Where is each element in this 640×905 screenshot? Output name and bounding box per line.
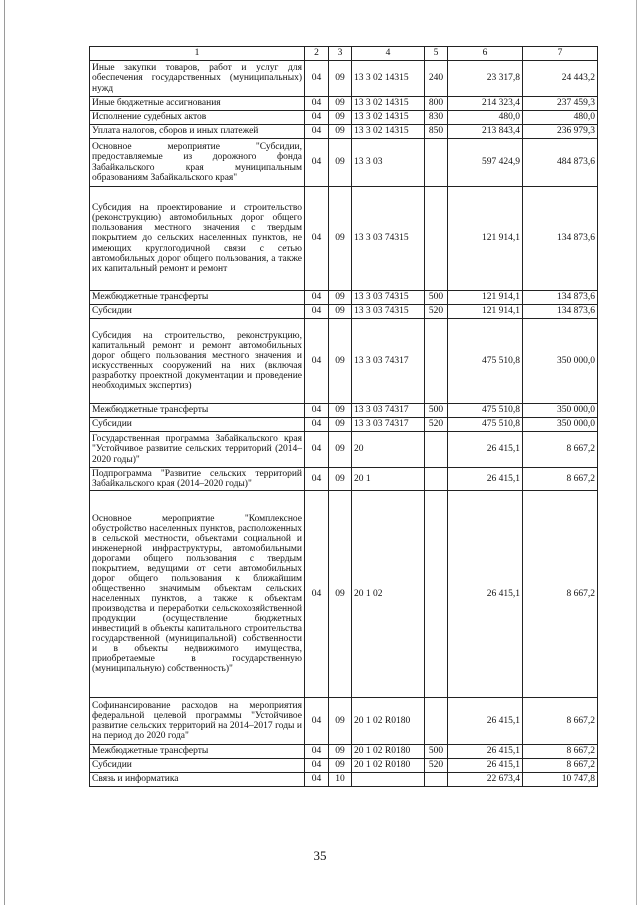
target-article-code: 20	[352, 432, 425, 468]
header-cell-1: 1	[90, 47, 305, 61]
amount-year-1: 26 415,1	[448, 491, 523, 698]
row-name: Иные закупки товаров, работ и услуг для обеспечения государственных (муниципальных) нужд	[90, 61, 305, 97]
target-article-code: 13 3 02 14315	[352, 125, 425, 139]
subsection-code: 10	[329, 773, 352, 787]
subsection-code: 09	[329, 698, 352, 745]
target-article-code: 13 3 03 74315	[352, 305, 425, 319]
section-code: 04	[305, 97, 329, 111]
amount-year-1: 597 424,9	[448, 139, 523, 187]
table-row	[90, 291, 598, 305]
expense-type-code	[425, 773, 448, 787]
amount-year-2: 134 873,6	[523, 187, 598, 291]
table-row	[90, 773, 598, 787]
target-article-code: 20 1 02 R0180	[352, 759, 425, 773]
table-row	[90, 111, 598, 125]
amount-year-1: 23 317,8	[448, 61, 523, 97]
amount-year-1: 121 914,1	[448, 187, 523, 291]
expense-type-code	[425, 139, 448, 187]
section-code: 04	[305, 698, 329, 745]
table-row	[90, 468, 598, 491]
amount-year-2: 8 667,2	[523, 745, 598, 759]
table-row	[90, 125, 598, 139]
target-article-code: 13 3 02 14315	[352, 97, 425, 111]
subsection-code: 09	[329, 319, 352, 404]
section-code: 04	[305, 759, 329, 773]
amount-year-2: 484 873,6	[523, 139, 598, 187]
target-article-code: 20 1 02 R0180	[352, 745, 425, 759]
section-code: 04	[305, 125, 329, 139]
header-cell-5: 5	[425, 47, 448, 61]
expense-type-code: 850	[425, 125, 448, 139]
section-code: 04	[305, 491, 329, 698]
table-row	[90, 404, 598, 418]
target-article-code: 13 3 02 14315	[352, 61, 425, 97]
section-code: 04	[305, 291, 329, 305]
row-name: Межбюджетные трансферты	[90, 745, 305, 759]
expense-type-code: 240	[425, 61, 448, 97]
table-row	[90, 759, 598, 773]
table-row	[90, 698, 598, 745]
row-name: Субсидии	[90, 418, 305, 432]
amount-year-2: 8 667,2	[523, 759, 598, 773]
row-name: Подпрограмма "Развитие сельских территорий Забайкальского края (2014–2020 годы)"	[90, 468, 305, 491]
subsection-code: 09	[329, 432, 352, 468]
amount-year-2: 8 667,2	[523, 468, 598, 491]
subsection-code: 09	[329, 491, 352, 698]
subsection-code: 09	[329, 468, 352, 491]
amount-year-2: 350 000,0	[523, 418, 598, 432]
row-name: Связь и информатика	[90, 773, 305, 787]
expense-type-code	[425, 491, 448, 698]
target-article-code: 20 1	[352, 468, 425, 491]
subsection-code: 09	[329, 305, 352, 319]
amount-year-2: 8 667,2	[523, 698, 598, 745]
table-row	[90, 139, 598, 187]
expense-type-code: 500	[425, 745, 448, 759]
header-cell-7: 7	[523, 47, 598, 61]
table-row	[90, 97, 598, 111]
row-name: Основное мероприятие "Субсидии, предоставляемые из дорожного фонда Забайкальского края муниципальным образованиям Забайкальского края"	[90, 139, 305, 187]
subsection-code: 09	[329, 187, 352, 291]
amount-year-2: 236 979,3	[523, 125, 598, 139]
header-row	[90, 47, 598, 61]
section-code: 04	[305, 139, 329, 187]
subsection-code: 09	[329, 97, 352, 111]
expense-type-code	[425, 432, 448, 468]
row-name: Субсидия на проектирование и строительство (реконструкцию) автомобильных дорог общего пользования местного значения с твердым покрытием до сельских населенных пунктов, не имеющих круглогодичной связи с сетью автомобильных дорог общего пользования, а также их капитальный ремонт и ремонт	[90, 187, 305, 291]
amount-year-1: 475 510,8	[448, 404, 523, 418]
row-name: Субсидии	[90, 305, 305, 319]
target-article-code	[352, 773, 425, 787]
budget-table	[89, 46, 598, 787]
amount-year-2: 8 667,2	[523, 491, 598, 698]
subsection-code: 09	[329, 125, 352, 139]
row-name: Уплата налогов, сборов и иных платежей	[90, 125, 305, 139]
section-code: 04	[305, 745, 329, 759]
amount-year-2: 134 873,6	[523, 291, 598, 305]
expense-type-code	[425, 468, 448, 491]
expense-type-code: 520	[425, 418, 448, 432]
expense-type-code	[425, 187, 448, 291]
scan-edge-right	[636, 0, 637, 905]
subsection-code: 09	[329, 291, 352, 305]
table-row	[90, 305, 598, 319]
header-cell-2: 2	[305, 47, 329, 61]
section-code: 04	[305, 61, 329, 97]
row-name: Межбюджетные трансферты	[90, 404, 305, 418]
row-name: Субсидия на строительство, реконструкцию, капитальный ремонт и ремонт автомобильных дорог общего пользования местного значения и искусственных сооружений на них (включая разработку проектной документации и проведение необходимых экспертиз)	[90, 319, 305, 404]
subsection-code: 09	[329, 418, 352, 432]
amount-year-2: 134 873,6	[523, 305, 598, 319]
section-code: 04	[305, 418, 329, 432]
amount-year-1: 26 415,1	[448, 698, 523, 745]
scan-edge-left	[4, 0, 5, 905]
amount-year-2: 8 667,2	[523, 432, 598, 468]
header-cell-6: 6	[448, 47, 523, 61]
amount-year-1: 213 843,4	[448, 125, 523, 139]
amount-year-1: 26 415,1	[448, 759, 523, 773]
table-row	[90, 418, 598, 432]
subsection-code: 09	[329, 745, 352, 759]
subsection-code: 09	[329, 61, 352, 97]
section-code: 04	[305, 319, 329, 404]
target-article-code: 13 3 03 74315	[352, 291, 425, 305]
subsection-code: 09	[329, 139, 352, 187]
table-row	[90, 61, 598, 97]
table-row	[90, 745, 598, 759]
section-code: 04	[305, 773, 329, 787]
expense-type-code: 830	[425, 111, 448, 125]
row-name: Основное мероприятие "Комплексное обустройство населенных пунктов, расположенных в сельской местности, объектами социальной и инженерной инфраструктуры, автомобильными дорогами общего пользования с твердым покрытием, ведущими от сети автомобильных дорог общего пользования к ближайшим общественно значимым объектам сельских населенных пунктов, а также к объектам производства и переработки сельскохозяйственной продукции (осуществление бюджетных инвестиций в объекты капитального строительства государственной (муниципальной) собственности и в объекты недвижимого имущества, приобретаемые в государственную (муниципальную) собственность)"	[90, 491, 305, 698]
amount-year-1: 22 673,4	[448, 773, 523, 787]
row-name: Исполнение судебных актов	[90, 111, 305, 125]
amount-year-2: 350 000,0	[523, 404, 598, 418]
table-row	[90, 491, 598, 698]
row-name: Государственная программа Забайкальского края "Устойчивое развитие сельских территорий (2014–2020 годы)"	[90, 432, 305, 468]
expense-type-code: 520	[425, 759, 448, 773]
amount-year-1: 475 510,8	[448, 418, 523, 432]
subsection-code: 09	[329, 759, 352, 773]
expense-type-code: 500	[425, 291, 448, 305]
amount-year-1: 26 415,1	[448, 432, 523, 468]
target-article-code: 20 1 02	[352, 491, 425, 698]
target-article-code: 13 3 03 74315	[352, 187, 425, 291]
amount-year-1: 475 510,8	[448, 319, 523, 404]
amount-year-1: 480,0	[448, 111, 523, 125]
section-code: 04	[305, 404, 329, 418]
amount-year-1: 26 415,1	[448, 468, 523, 491]
row-name: Субсидии	[90, 759, 305, 773]
section-code: 04	[305, 305, 329, 319]
page-number: 35	[313, 848, 327, 863]
expense-type-code	[425, 319, 448, 404]
section-code: 04	[305, 468, 329, 491]
row-name: Межбюджетные трансферты	[90, 291, 305, 305]
amount-year-2: 350 000,0	[523, 319, 598, 404]
amount-year-1: 214 323,4	[448, 97, 523, 111]
subsection-code: 09	[329, 111, 352, 125]
section-code: 04	[305, 111, 329, 125]
amount-year-1: 26 415,1	[448, 745, 523, 759]
section-code: 04	[305, 187, 329, 291]
amount-year-1: 121 914,1	[448, 305, 523, 319]
amount-year-2: 480,0	[523, 111, 598, 125]
expense-type-code	[425, 698, 448, 745]
expense-type-code: 520	[425, 305, 448, 319]
table-row	[90, 432, 598, 468]
expense-type-code: 500	[425, 404, 448, 418]
target-article-code: 13 3 03 74317	[352, 404, 425, 418]
target-article-code: 13 3 02 14315	[352, 111, 425, 125]
amount-year-2: 24 443,2	[523, 61, 598, 97]
table-row	[90, 319, 598, 404]
header-cell-4: 4	[352, 47, 425, 61]
row-name: Софинансирование расходов на мероприятия федеральной целевой программы "Устойчивое развитие сельских территорий на 2014–2017 годы и на период до 2020 года"	[90, 698, 305, 745]
amount-year-1: 121 914,1	[448, 291, 523, 305]
table-body	[90, 61, 598, 787]
target-article-code: 13 3 03	[352, 139, 425, 187]
row-name: Иные бюджетные ассигнования	[90, 97, 305, 111]
header-cell-3: 3	[329, 47, 352, 61]
amount-year-2: 237 459,3	[523, 97, 598, 111]
subsection-code: 09	[329, 404, 352, 418]
target-article-code: 20 1 02 R0180	[352, 698, 425, 745]
table-row	[90, 187, 598, 291]
expense-type-code: 800	[425, 97, 448, 111]
target-article-code: 13 3 03 74317	[352, 319, 425, 404]
target-article-code: 13 3 03 74317	[352, 418, 425, 432]
section-code: 04	[305, 432, 329, 468]
amount-year-2: 10 747,8	[523, 773, 598, 787]
